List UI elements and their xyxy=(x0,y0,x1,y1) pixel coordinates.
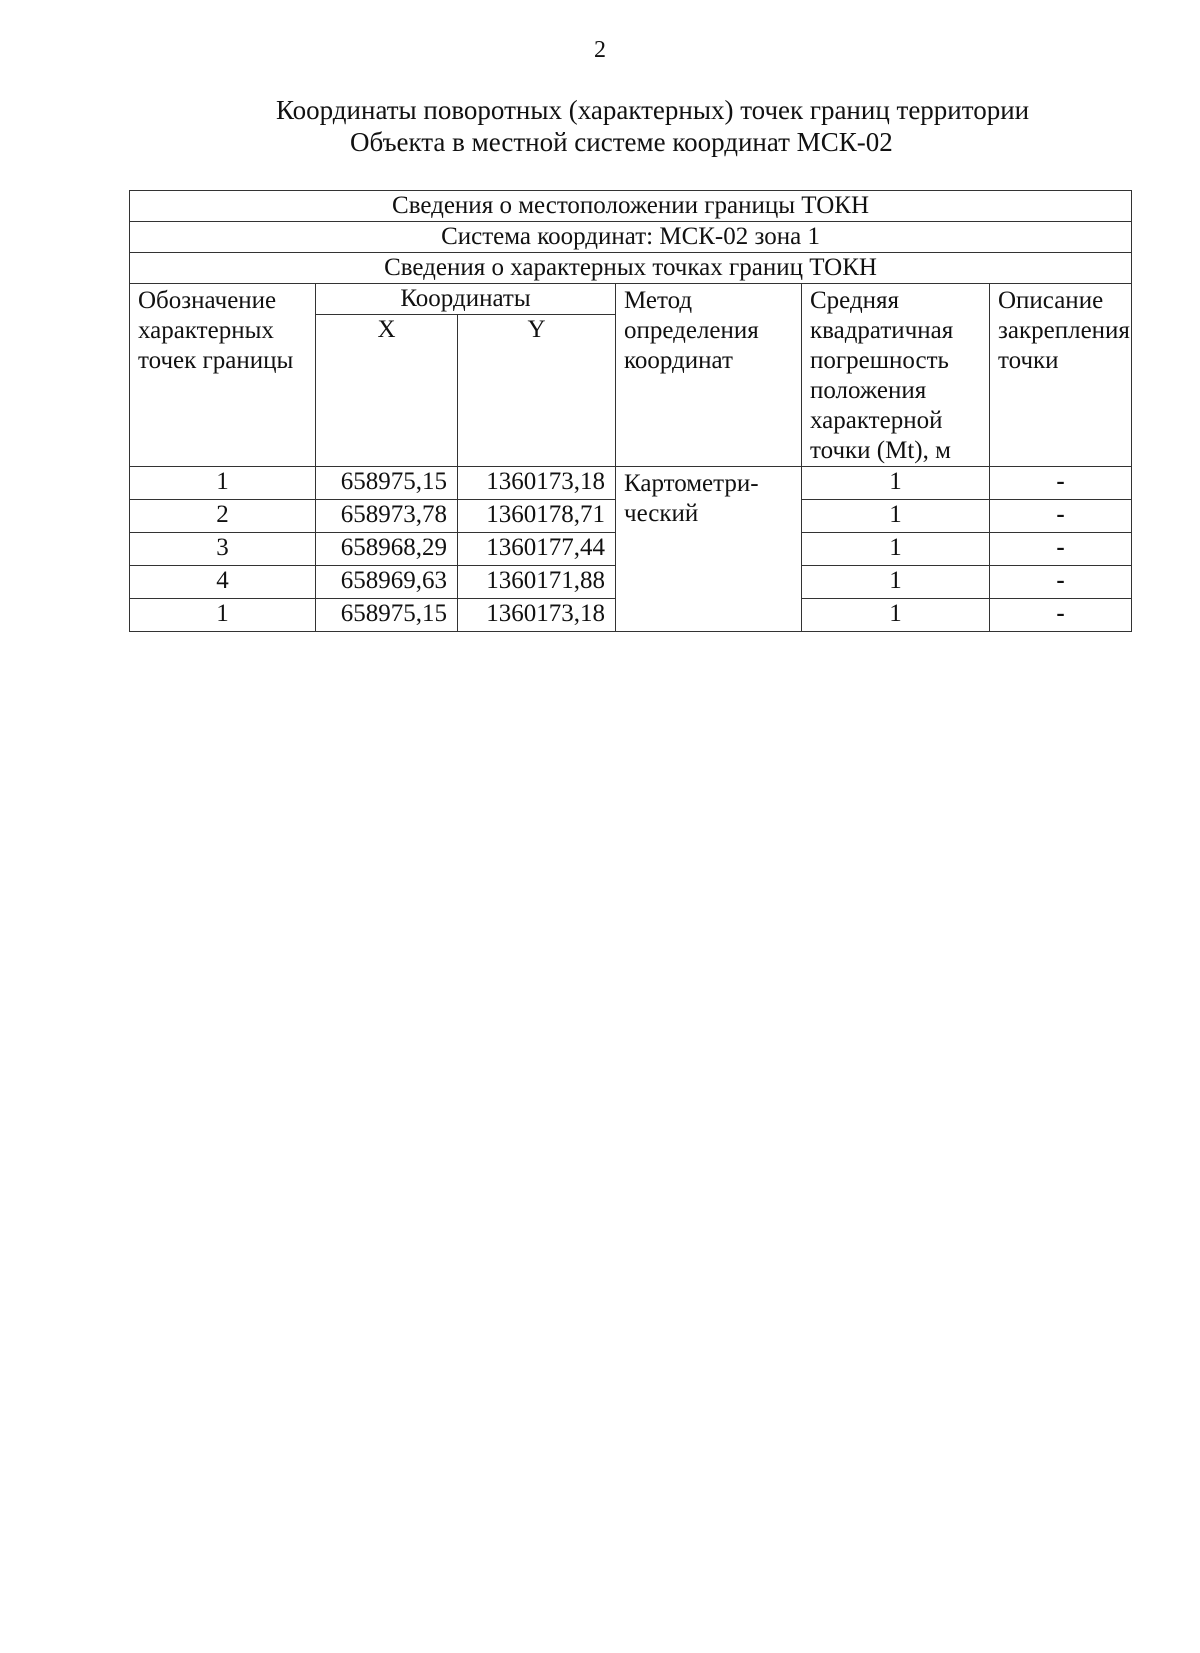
coordinate-system-heading: Система координат: МСК-02 зона 1 xyxy=(130,222,1132,253)
description-value: - xyxy=(990,467,1132,500)
point-number: 2 xyxy=(130,500,316,533)
header-accuracy: Средняя квадратичная погрешность положения характерной точки (Mt), м xyxy=(802,284,990,467)
point-number: 4 xyxy=(130,566,316,599)
y-value: 1360171,88 xyxy=(458,566,616,599)
location-heading: Сведения о местоположении границы ТОКН xyxy=(130,191,1132,222)
x-value: 658975,15 xyxy=(316,599,458,632)
header-designation: Обозначение характерных точек границы xyxy=(130,284,316,467)
mt-value: 1 xyxy=(802,500,990,533)
description-value: - xyxy=(990,566,1132,599)
header-x: X xyxy=(316,315,458,467)
coordinates-table xyxy=(129,190,1132,632)
point-number: 1 xyxy=(130,599,316,632)
y-value: 1360177,44 xyxy=(458,533,616,566)
points-heading: Сведения о характерных точках границ ТОКН xyxy=(130,253,1132,284)
title-line-1: Координаты поворотных (характерных) точек границ территории xyxy=(276,95,1030,125)
header-method: Метод определения координат xyxy=(616,284,802,467)
header-description: Описание закрепления точки xyxy=(990,284,1132,467)
point-number: 1 xyxy=(130,467,316,500)
table-row xyxy=(130,467,1132,500)
table-row-system xyxy=(130,222,1132,253)
title-line-2: Объекта в местной системе координат МСК-02 xyxy=(350,127,893,157)
header-y: Y xyxy=(458,315,616,467)
page-number: 2 xyxy=(594,37,606,63)
table-row-location xyxy=(130,191,1132,222)
header-coordinates: Координаты xyxy=(316,284,616,315)
description-value: - xyxy=(990,533,1132,566)
x-value: 658969,63 xyxy=(316,566,458,599)
mt-value: 1 xyxy=(802,533,990,566)
y-value: 1360178,71 xyxy=(458,500,616,533)
mt-value: 1 xyxy=(802,566,990,599)
y-value: 1360173,18 xyxy=(458,599,616,632)
x-value: 658968,29 xyxy=(316,533,458,566)
description-value: - xyxy=(990,599,1132,632)
method-value: Картометри-ческий xyxy=(616,467,802,632)
mt-value: 1 xyxy=(802,599,990,632)
x-value: 658973,78 xyxy=(316,500,458,533)
table-row-points xyxy=(130,253,1132,284)
mt-value: 1 xyxy=(802,467,990,500)
x-value: 658975,15 xyxy=(316,467,458,500)
point-number: 3 xyxy=(130,533,316,566)
description-value: - xyxy=(990,500,1132,533)
header-row-1 xyxy=(130,284,1132,315)
y-value: 1360173,18 xyxy=(458,467,616,500)
